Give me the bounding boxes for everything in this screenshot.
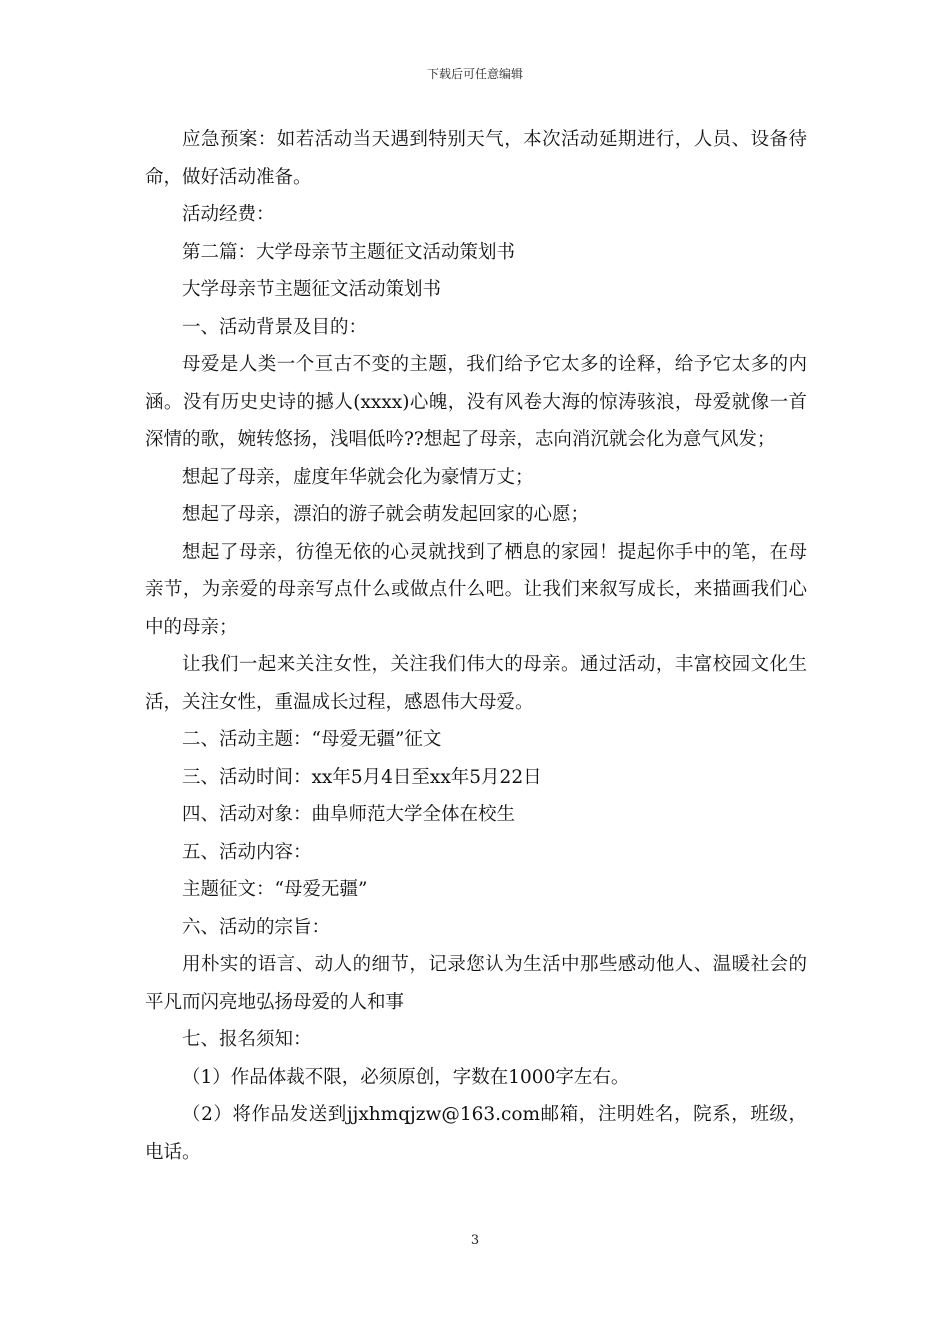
paragraph: 让我们一起来关注女性，关注我们伟大的母亲。通过活动，丰富校园文化生活，关注女性，重温成长过程，感恩伟大母爱。 bbox=[145, 654, 807, 713]
section-heading: 五、活动内容： bbox=[182, 841, 312, 863]
list-item: （1）作品体裁不限，必须原创，字数在1000字左右。 bbox=[182, 1066, 630, 1088]
paragraph: 第二篇：大学母亲节主题征文活动策划书 bbox=[182, 241, 516, 263]
section-heading: 三、活动时间：xx年5月4日至xx年5月22日 bbox=[182, 766, 542, 788]
paragraph: 母爱是人类一个亘古不变的主题，我们给予它太多的诠释，给予它太多的内涵。没有历史史诗的撼人(xxxx)心魄，没有风卷大海的惊涛骇浪，母爱就像一首深情的歌，婉转悠扬，浅唱低吟??想起了母亲，志向消沉就会化为意气风发； bbox=[145, 354, 807, 450]
section-heading: 二、活动主题：“母爱无疆”征文 bbox=[182, 729, 442, 750]
paragraph: 想起了母亲，漂泊的游子就会萌发起回家的心愿； bbox=[182, 504, 590, 525]
paragraph: 想起了母亲，彷徨无依的心灵就找到了栖息的家园！提起你手中的笔，在母亲节，为亲爱的母亲写点什么或做点什么吧。让我们来叙写成长，来描画我们心中的母亲； bbox=[145, 541, 807, 638]
paragraph: 大学母亲节主题征文活动策划书 bbox=[182, 279, 442, 300]
page-header: 下载后可任意编辑 bbox=[426, 67, 523, 81]
section-heading: 一、活动背景及目的： bbox=[182, 316, 368, 338]
paragraph: 想起了母亲，虚度年华就会化为豪情万丈； bbox=[182, 466, 534, 488]
paragraph: 活动经费： bbox=[182, 204, 275, 225]
page-number: 3 bbox=[470, 1233, 480, 1248]
document-body bbox=[145, 121, 807, 1171]
section-heading: 七、报名须知： bbox=[182, 1029, 312, 1050]
list-item: （2）将作品发送到jjxhmqjzw@163.com邮箱，注明姓名，院系，班级，电话。 bbox=[145, 1104, 807, 1163]
paragraph: 主题征文：“母爱无疆” bbox=[182, 879, 368, 900]
section-heading: 六、活动的宗旨： bbox=[182, 916, 331, 938]
paragraph: 用朴实的语言、动人的细节，记录您认为生活中那些感动他人、温暖社会的平凡而闪亮地弘扬母爱的人和事 bbox=[145, 954, 807, 1013]
paragraph: 应急预案：如若活动当天遇到特别天气，本次活动延期进行，人员、设备待命，做好活动准备。 bbox=[145, 129, 807, 188]
section-heading: 四、活动对象：曲阜师范大学全体在校生 bbox=[182, 804, 516, 825]
